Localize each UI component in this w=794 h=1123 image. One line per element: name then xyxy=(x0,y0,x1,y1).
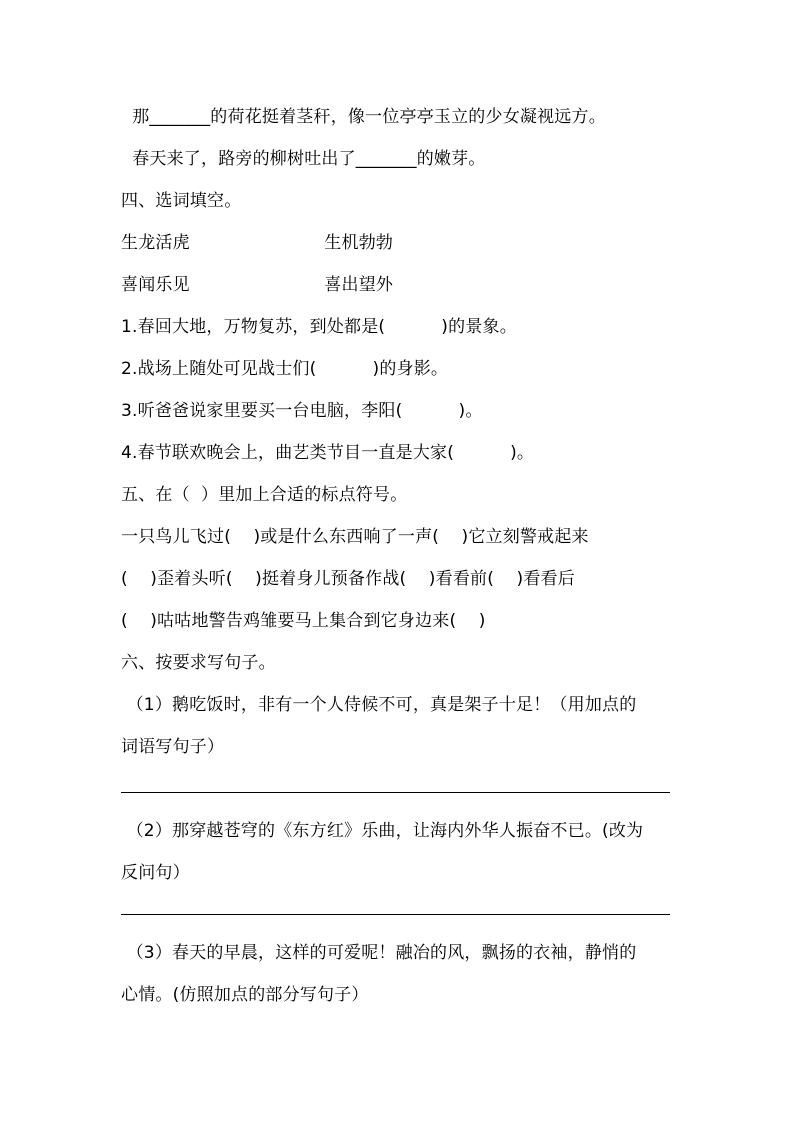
question-4-3: 3.听爸爸说家里要买一台电脑，李阳( )。 xyxy=(121,401,483,421)
question-4-1: 1.春回大地，万物复苏，到处都是( )的景象。 xyxy=(121,317,517,337)
question-6-2-cont: 反问句） xyxy=(121,863,190,883)
question-4-4: 4.春节联欢晚会上，曲艺类节目一直是大家( )。 xyxy=(121,443,535,463)
question-6-1-cont: 词语写句子） xyxy=(121,737,225,757)
word-choice-row-1: 生龙活虎 生机勃勃 xyxy=(121,233,394,253)
question-6-2: （2）那穿越苍穹的《东方红》乐曲，让海内外华人振奋不已。(改为 xyxy=(121,821,644,841)
question-6-1: （1）鹅吃饭时，非有一个人侍候不可，真是架子十足！（用加点的 xyxy=(121,695,637,715)
fill-blank-sentence-lotus: 那_______的荷花挺着茎秆，像一位亭亭玉立的少女凝视远方。 xyxy=(121,107,606,127)
section-5-heading: 五、在（ ）里加上合适的标点符号。 xyxy=(121,485,408,505)
punctuation-line-3: ( )咕咕地警告鸡雏要马上集合到它身边来( ) xyxy=(121,611,486,631)
question-4-2: 2.战场上随处可见战士们( )的身影。 xyxy=(121,359,449,379)
question-6-3: （3）春天的早晨，这样的可爱呢！融冶的风，飘扬的衣袖，静悄的 xyxy=(121,943,637,963)
word-choice-row-2: 喜闻乐见 喜出望外 xyxy=(121,275,394,295)
section-6-heading: 六、按要求写句子。 xyxy=(121,653,276,673)
fill-blank-sentence-willow: 春天来了，路旁的柳树吐出了_______的嫩芽。 xyxy=(121,149,486,169)
question-6-3-cont: 心情。(仿照加点的部分写句子） xyxy=(121,985,369,1005)
answer-line-1 xyxy=(121,792,670,793)
punctuation-line-1: 一只鸟儿飞过( )或是什么东西响了一声( )它立刻警戒起来 xyxy=(121,527,589,547)
punctuation-line-2: ( )歪着头听( )挺着身儿预备作战( )看看前( )看看后 xyxy=(121,569,575,589)
answer-line-2 xyxy=(121,914,670,915)
section-4-heading: 四、选词填空。 xyxy=(121,191,242,211)
